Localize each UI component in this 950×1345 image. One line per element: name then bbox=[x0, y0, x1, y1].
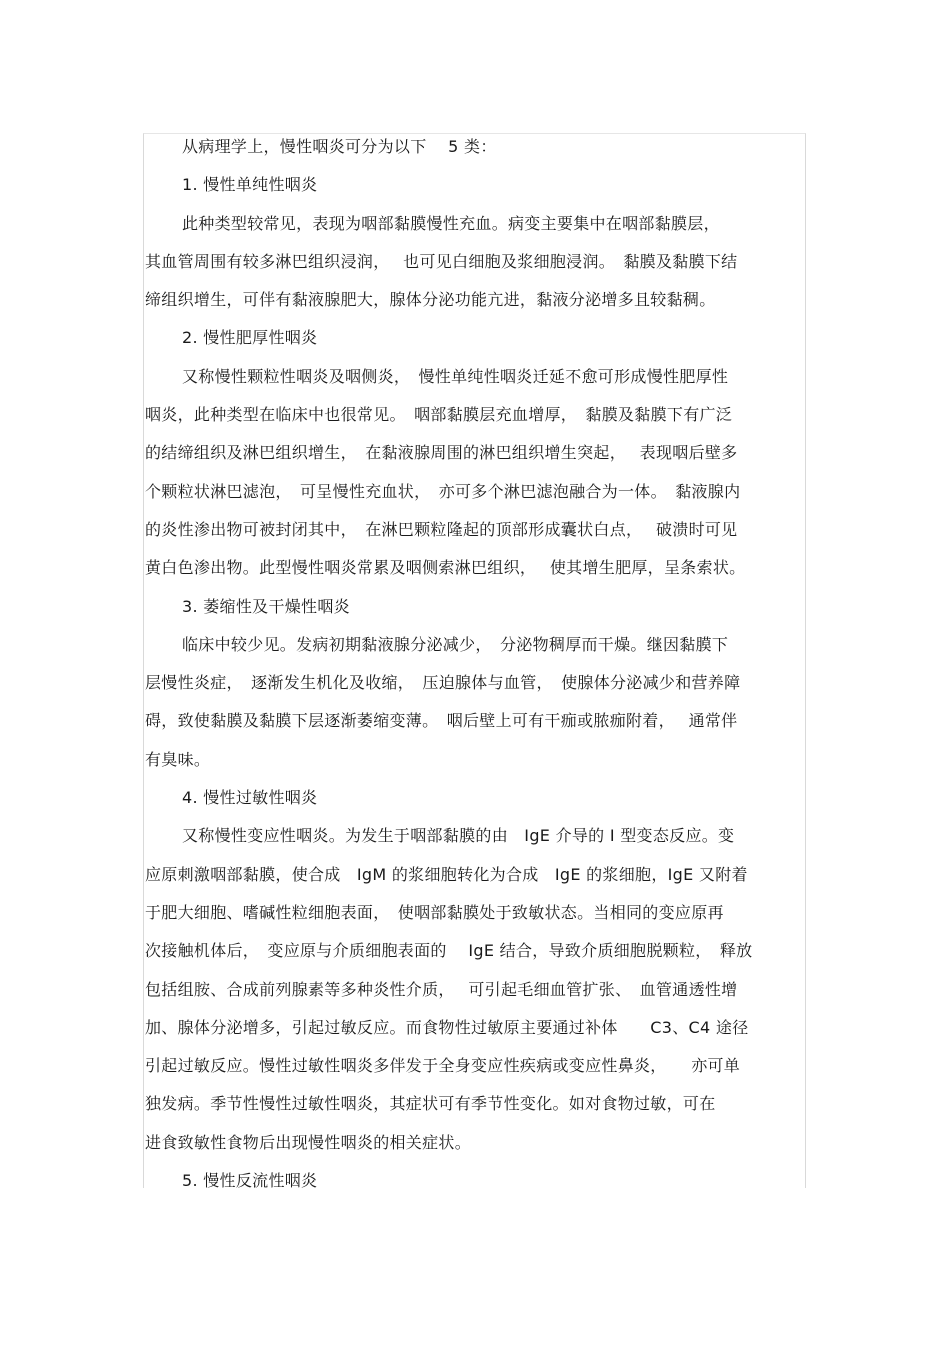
text-line: 咽炎，此种类型在临床中也很常见。 咽部黏膜层充血增厚， 黏膜及黏膜下有广泛 bbox=[145, 405, 733, 425]
section-heading-2: 2. 慢性肥厚性咽炎 bbox=[182, 328, 318, 348]
text-line: 碍，致使黏膜及黏膜下层逐渐萎缩变薄。 咽后壁上可有干痂或脓痂附着， 通常伴 bbox=[145, 711, 738, 731]
text-line: 其血管周围有较多淋巴组织浸润， 也可见白细胞及浆细胞浸润。 黏膜及黏膜下结 bbox=[145, 251, 738, 271]
text-line: 此种类型较常见，表现为咽部黏膜慢性充血。病变主要集中在咽部黏膜层， bbox=[182, 213, 720, 233]
text-line: 加、腺体分泌增多，引起过敏反应。而食物性过敏原主要通过补体 C3、C4 途径 bbox=[145, 1017, 749, 1037]
text-line: 黄白色渗出物。此型慢性咽炎常累及咽侧索淋巴组织， 使其增生肥厚，呈条索状。 bbox=[145, 558, 746, 578]
text-line: 有臭味。 bbox=[145, 749, 211, 769]
text-line: 临床中较少见。发病初期黏液腺分泌减少， 分泌物稠厚而干燥。继因黏膜下 bbox=[182, 634, 729, 654]
text-line: 包括组胺、合成前列腺素等多种炎性介质， 可引起毛细血管扩张、 血管通透性增 bbox=[145, 979, 738, 999]
text-line: 缔组织增生，可伴有黏液腺肥大，腺体分泌功能亢进，黏液分泌增多且较黏稠。 bbox=[145, 290, 716, 310]
text-line: 应原刺激咽部黏膜，使合成 IgM 的浆细胞转化为合成 IgE 的浆细胞，IgE 又附着 bbox=[145, 864, 748, 884]
text-line: 又称慢性变应性咽炎。为发生于咽部黏膜的由 IgE 介导的 Ⅰ 型变态反应。变 bbox=[182, 826, 735, 846]
section-heading-1: 1. 慢性单纯性咽炎 bbox=[182, 175, 318, 195]
section-heading-3: 3. 萎缩性及干燥性咽炎 bbox=[182, 596, 350, 616]
text-line: 进食致敏性食物后出现慢性咽炎的相关症状。 bbox=[145, 1132, 472, 1152]
section-heading-5: 5. 慢性反流性咽炎 bbox=[182, 1171, 318, 1191]
text-line: 于肥大细胞、嗜碱性粒细胞表面， 使咽部黏膜处于致敏状态。当相同的变应原再 bbox=[145, 902, 724, 922]
text-line: 层慢性炎症， 逐渐发生机化及收缩， 压迫腺体与血管， 使腺体分泌减少和营养障 bbox=[145, 673, 741, 693]
section-heading-4: 4. 慢性过敏性咽炎 bbox=[182, 788, 318, 808]
intro-line: 从病理学上，慢性咽炎可分为以下 5 类： bbox=[182, 137, 497, 156]
text-line: 次接触机体后， 变应原与介质细胞表面的 IgE 结合，导致介质细胞脱颗粒， 释放 bbox=[145, 941, 753, 961]
text-line: 又称慢性颗粒性咽炎及咽侧炎， 慢性单纯性咽炎迁延不愈可形成慢性肥厚性 bbox=[182, 366, 729, 386]
text-line: 的结缔组织及淋巴组织增生， 在黏液腺周围的淋巴组织增生突起， 表现咽后壁多 bbox=[145, 443, 738, 463]
text-line: 的炎性渗出物可被封闭其中， 在淋巴颗粒隆起的顶部形成囊状白点， 破溃时可见 bbox=[145, 519, 738, 539]
text-line: 独发病。季节性慢性过敏性咽炎，其症状可有季节性变化。如对食物过敏，可在 bbox=[145, 1094, 716, 1114]
document-body bbox=[145, 128, 805, 1200]
text-line: 个颗粒状淋巴滤泡， 可呈慢性充血状， 亦可多个淋巴滤泡融合为一体。 黏液腺内 bbox=[145, 481, 741, 501]
text-line: 引起过敏反应。慢性过敏性咽炎多伴发于全身变应性疾病或变应性鼻炎， 亦可单 bbox=[145, 1056, 741, 1076]
